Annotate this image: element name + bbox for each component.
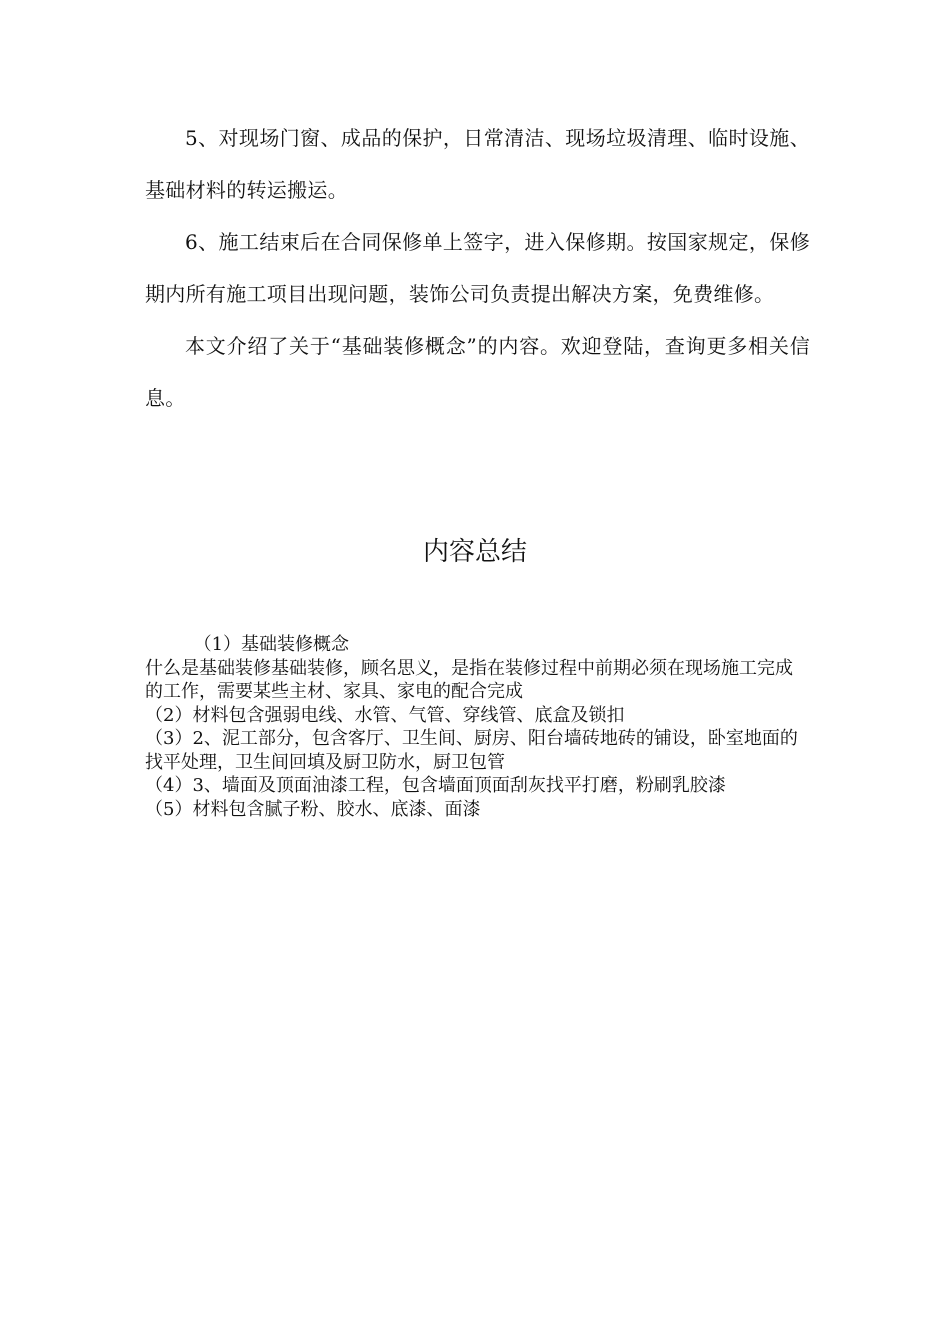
paragraph-intro: 本文介绍了关于“基础装修概念”的内容。欢迎登陆，查询更多相关信息。: [145, 334, 810, 410]
summary-item: （4）3、墙面及顶面油漆工程，包含墙面顶面刮灰找平打磨，粉刷乳胶漆: [145, 775, 726, 796]
summary-item: （5）材料包含腻子粉、胶水、底漆、面漆: [145, 798, 481, 820]
summary-list: [145, 633, 810, 821]
paragraph-protection: 5、对现场门窗、成品的保护，日常清洁、现场垃圾清理、临时设施、基础材料的转运搬运。: [145, 126, 810, 202]
summary-title: 内容总结: [422, 537, 527, 567]
summary-item: （3）2、泥工部分，包含客厅、卫生间、厨房、阳台墙砖地砖的铺设，卧室地面的找平处理，卫生间回填及厨卫防水，厨卫包管: [145, 728, 798, 773]
paragraph-warranty: 6、施工结束后在合同保修单上签字，进入保修期。按国家规定，保修期内所有施工项目出现问题，装饰公司负责提出解决方案，免费维修。: [145, 230, 810, 306]
body-text: [145, 112, 810, 424]
summary-item: （1）基础装修概念: [193, 634, 350, 655]
summary-item: （2）材料包含强弱电线、水管、气管、穿线管、底盒及锁扣: [145, 704, 625, 726]
summary-item: 什么是基础装修基础装修，顾名思义，是指在装修过程中前期必须在现场施工完成的工作，需要某些主材、家具、家电的配合完成: [145, 657, 793, 702]
